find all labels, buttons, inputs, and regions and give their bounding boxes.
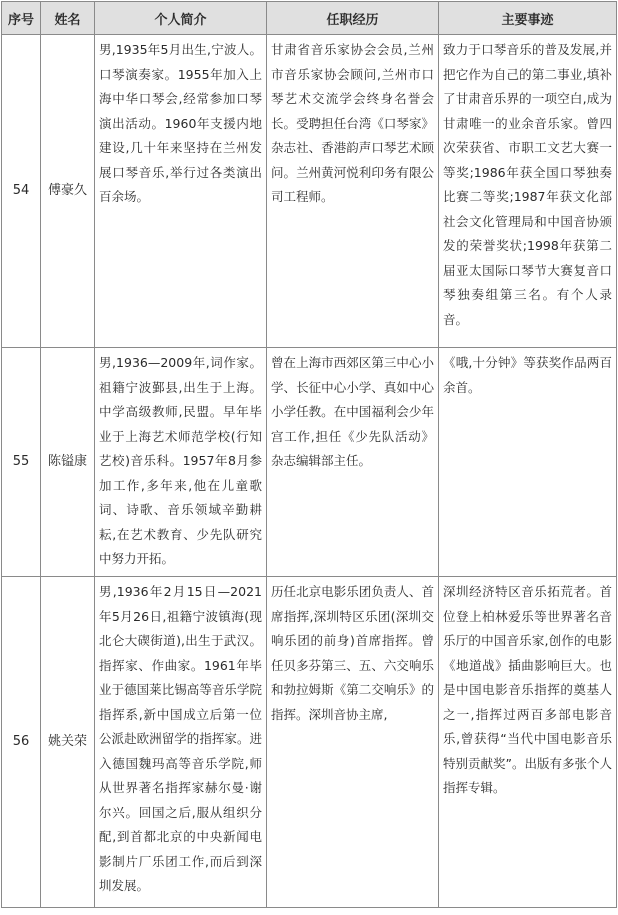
bio-cell: 男,1936年2月15日—2021年5月26日,祖籍宁波镇海(现北仑大碶街道),出生于武汉。指挥家、作曲家。1961年毕业于德国莱比锡高等音乐学院指挥系,新中国成立后第一位公派赴欧洲留学的指挥家。进入德国魏玛高等音乐学院,师从世界著名指挥家赫尔曼·谢尔兴。回国之后,服从组织分配,到首都北京的中央新闻电影制片厂乐团工作,而后到深圳发展。	[95, 577, 267, 908]
career-cell: 甘肃省音乐家协会会员,兰州市音乐家协会顾问,兰州市口琴艺术交流学会终身名誉会长。受聘担任台湾《口琴家》杂志社、香港韵声口琴艺术顾问。兰州黄河悦利印务有限公司工程师。	[267, 35, 439, 348]
header-name: 姓名	[41, 2, 95, 35]
header-deeds: 主要事迹	[439, 2, 617, 35]
deeds-cell: 致力于口琴音乐的普及发展,并把它作为自己的第二事业,填补了甘肃音乐界的一项空白,成为甘肃唯一的业余音乐家。曾四次荣获省、市职工文艺大赛一等奖;1986年获全国口琴独奏比赛二等奖;1987年获文化部社会文化管理局和中国音协颁发的荣誉奖状;1998年获第二届亚太国际口琴节大赛复音口琴独奏组第三名。有个人录音。	[439, 35, 617, 348]
row-number: 54	[2, 35, 41, 348]
person-name: 姚关荣	[41, 577, 95, 908]
header-bio: 个人简介	[95, 2, 267, 35]
career-cell: 历任北京电影乐团负责人、首席指挥,深圳特区乐团(深圳交响乐团的前身)首席指挥。曾任贝多芬第三、五、六交响乐和勃拉姆斯《第二交响乐》的指挥。深圳音协主席,	[267, 577, 439, 908]
table-row	[2, 577, 617, 908]
bio-cell: 男,1936—2009年,词作家。祖籍宁波鄞县,出生于上海。中学高级教师,民盟。早年毕业于上海艺术师范学校(行知艺校)音乐科。1957年8月参加工作,多年来,他在儿童歌词、诗歌、音乐领域辛勤耕耘,在艺术教育、少先队研究中努力开拓。	[95, 348, 267, 577]
header-number: 序号	[2, 2, 41, 35]
row-number: 56	[2, 577, 41, 908]
person-name: 傅豪久	[41, 35, 95, 348]
biography-table	[1, 1, 617, 908]
deeds-cell: 《哦,十分钟》等获奖作品两百余首。	[439, 348, 617, 577]
deeds-cell: 深圳经济特区音乐拓荒者。首位登上柏林爱乐等世界著名音乐厅的中国音乐家,创作的电影《地道战》插曲影响巨大。也是中国电影音乐指挥的奠基人之一,指挥过两百多部电影音乐,曾获得“当代中国电影音乐特别贡献奖”。出版有多张个人指挥专辑。	[439, 577, 617, 908]
row-number: 55	[2, 348, 41, 577]
bio-cell: 男,1935年5月出生,宁波人。口琴演奏家。1955年加入上海中华口琴会,经常参加口琴演出活动。1960年支援内地建设,几十年来坚持在兰州发展口琴音乐,举行过各类演出百余场。	[95, 35, 267, 348]
header-career: 任职经历	[267, 2, 439, 35]
header-row	[2, 2, 617, 35]
career-cell: 曾在上海市西郊区第三中心小学、长征中心小学、真如中心小学任教。在中国福利会少年宫工作,担任《少先队活动》杂志编辑部主任。	[267, 348, 439, 577]
person-name: 陈镒康	[41, 348, 95, 577]
table-row	[2, 348, 617, 577]
table-row	[2, 35, 617, 348]
